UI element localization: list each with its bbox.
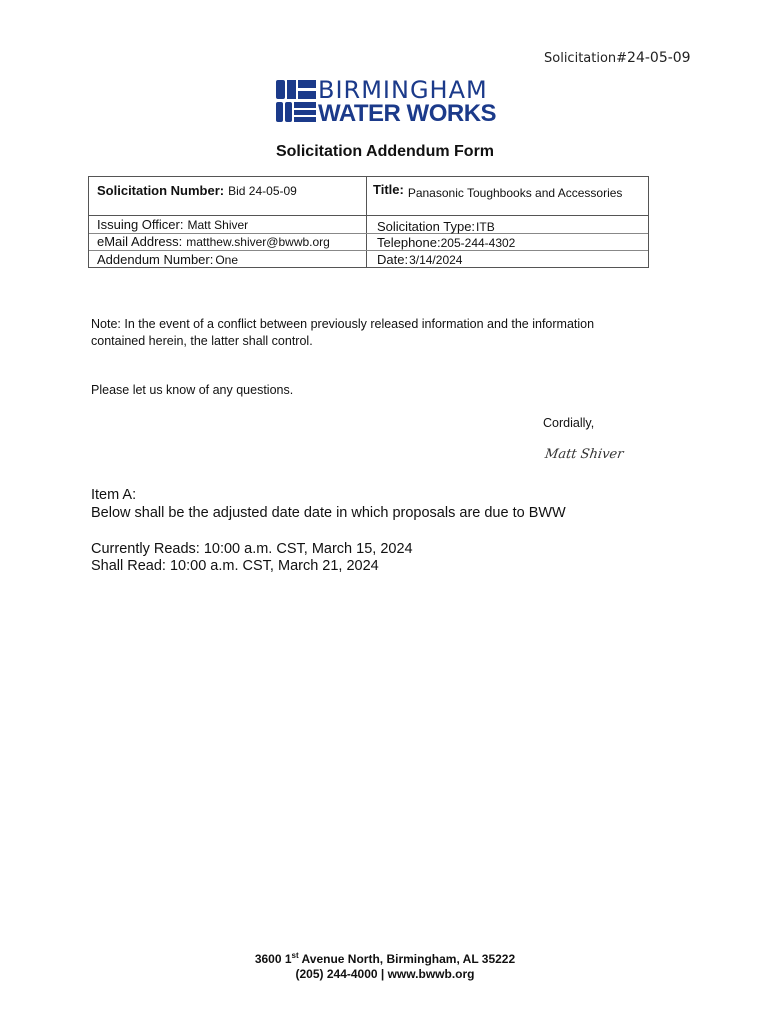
telephone-cell <box>377 235 515 250</box>
item-heading: Item A: <box>91 487 137 503</box>
form-title: Solicitation Addendum Form <box>275 143 495 160</box>
solicitation-number-header <box>544 50 691 66</box>
solicitation-number-cell <box>97 183 297 198</box>
issuing-officer-value: Matt Shiver <box>187 218 249 232</box>
telephone-label: Telephone: <box>377 235 441 250</box>
title-label: Title: <box>373 182 404 197</box>
addendum-number-value: One <box>215 253 239 267</box>
note-line-1: Note: In the event of a conflict between previously released information and the information <box>91 317 595 331</box>
footer-address-rest: Avenue North, Birmingham, AL 35222 <box>298 952 516 966</box>
solicitation-number-label: Solicitation Number: <box>97 183 225 198</box>
solicitation-type-label: Solicitation Type: <box>377 219 476 234</box>
date-cell <box>377 252 462 267</box>
issuing-officer-label: Issuing Officer: <box>97 217 184 232</box>
logo-text-water-works: WATER WORKS <box>318 100 497 127</box>
footer-address <box>0 948 770 967</box>
signature: Matt Shiver <box>543 447 625 462</box>
bww-logo <box>276 78 500 126</box>
solicitation-type-value: ITB <box>476 220 495 234</box>
date-label: Date: <box>377 252 409 267</box>
footer-address-suffix: st <box>291 951 299 960</box>
solicitation-type-cell <box>377 219 495 234</box>
note-line-2: contained herein, the latter shall control. <box>91 334 313 348</box>
shall-read: Shall Read: 10:00 a.m. CST, March 21, 2024 <box>91 558 379 574</box>
currently-reads: Currently Reads: 10:00 a.m. CST, March 15, 2024 <box>91 541 413 557</box>
date-value: 3/14/2024 <box>409 253 463 267</box>
solicitation-info-table <box>88 176 649 268</box>
solicitation-label: Solicitation# <box>544 51 628 66</box>
table-divider <box>366 177 367 267</box>
email-cell <box>97 234 330 249</box>
telephone-value: 205-244-4302 <box>440 236 516 250</box>
logo-text-birmingham: BIRMINGHAM <box>318 76 488 104</box>
email-value: matthew.shiver@bwwb.org <box>186 235 330 249</box>
table-divider <box>89 215 648 216</box>
closing-text: Cordially, <box>543 416 595 430</box>
table-divider <box>89 250 648 251</box>
footer <box>0 948 770 982</box>
addendum-number-label: Addendum Number: <box>97 252 214 267</box>
title-cell <box>373 182 623 200</box>
footer-address-number: 3600 1 <box>254 952 292 966</box>
item-description: Below shall be the adjusted date date in which proposals are due to BWW <box>91 505 566 521</box>
email-label: eMail Address: <box>97 234 183 249</box>
footer-contact: (205) 244-4000 | www.bwwb.org <box>295 967 475 981</box>
solicitation-number-value: Bid 24-05-09 <box>228 184 297 198</box>
addendum-number-cell <box>97 252 238 267</box>
questions-text: Please let us know of any questions. <box>91 383 294 397</box>
issuing-officer-cell <box>97 217 248 232</box>
solicitation-number: 24-05-09 <box>627 50 691 66</box>
title-value: Panasonic Toughbooks and Accessories <box>407 186 623 200</box>
bww-logo-mark-icon <box>276 78 316 124</box>
